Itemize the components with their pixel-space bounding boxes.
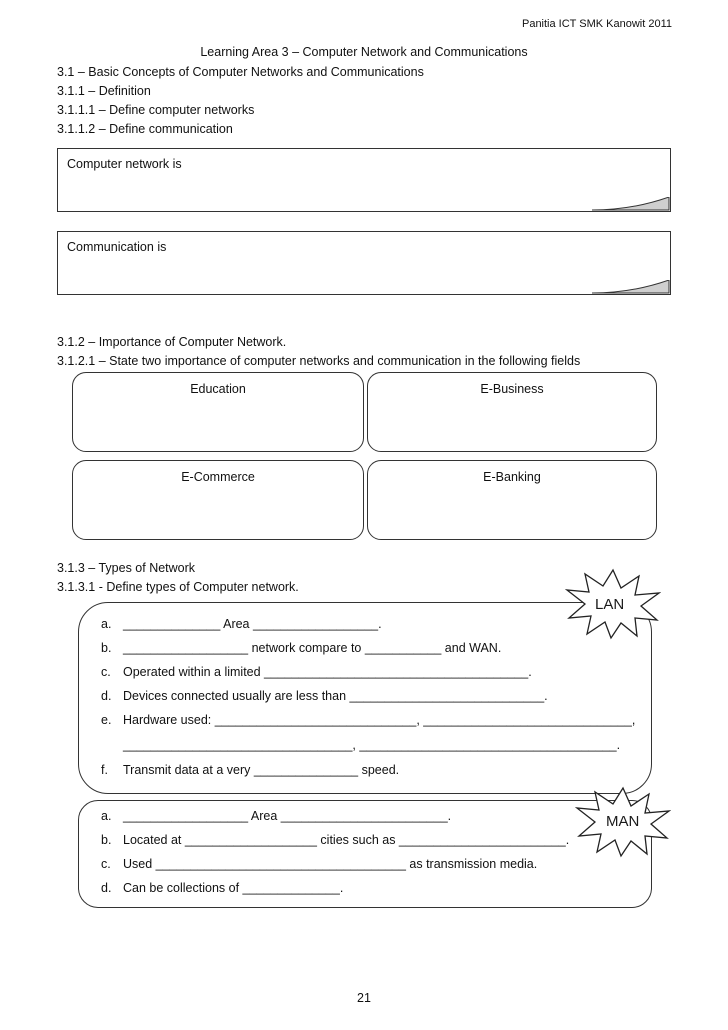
list-item[interactable]: d. Can be collections of ______________. <box>101 881 344 895</box>
heading-3-1-3-1: 3.1.3.1 - Define types of Computer network. <box>57 580 299 594</box>
list-item[interactable]: b. Located at ___________________ cities such as ________________________. <box>101 833 570 847</box>
lan-badge: LAN <box>595 596 625 613</box>
list-item[interactable]: a. __________________ Area ________________________. <box>101 809 452 823</box>
field-box-e-business[interactable] <box>367 372 657 452</box>
heading-3-1-1-2: 3.1.1.2 – Define communication <box>57 122 233 136</box>
field-box-education[interactable] <box>72 372 364 452</box>
man-badge: MAN <box>606 813 640 830</box>
list-item[interactable]: f. Transmit data at a very _______________ speed. <box>101 763 400 777</box>
definition-box-computer-network[interactable] <box>57 148 671 212</box>
list-item[interactable]: a. ______________ Area __________________. <box>101 617 382 631</box>
heading-3-1-1-1: 3.1.1.1 – Define computer networks <box>57 103 255 117</box>
page-curl-decoration <box>592 197 670 211</box>
page-number: 21 <box>357 991 371 1005</box>
list-item[interactable]: c. Used ____________________________________ as transmission media. <box>101 857 538 871</box>
field-label: Education <box>190 382 246 396</box>
page-header: Panitia ICT SMK Kanowit 2011 <box>521 18 672 30</box>
definition-box-label: Computer network is <box>67 157 182 171</box>
heading-3-1-2-1: 3.1.2.1 – State two importance of computer networks and communication in the following fields <box>57 354 581 368</box>
definition-box-communication[interactable] <box>57 231 671 295</box>
page-curl-decoration <box>592 280 670 294</box>
lan-item-list <box>101 616 641 786</box>
man-item-list <box>101 808 641 904</box>
list-item[interactable]: d. Devices connected usually are less than ____________________________. <box>101 689 548 703</box>
page-title: Learning Area 3 – Computer Network and Communications <box>200 45 528 59</box>
field-label: E-Banking <box>483 470 541 484</box>
heading-3-1-3: 3.1.3 – Types of Network <box>57 561 196 575</box>
field-label: E-Commerce <box>181 470 255 484</box>
field-box-e-banking[interactable] <box>367 460 657 540</box>
man-definition-box <box>78 800 652 908</box>
list-item[interactable]: c. Operated within a limited ______________________________________. <box>101 665 532 679</box>
list-item[interactable]: e. Hardware used: _____________________________, ______________________________, <box>101 713 636 727</box>
heading-3-1: 3.1 – Basic Concepts of Computer Networks and Communications <box>57 65 424 79</box>
field-label: E-Business <box>480 382 544 396</box>
list-item[interactable]: b. __________________ network compare to ___________ and WAN. <box>101 641 502 655</box>
list-item[interactable]: _________________________________, _____________________________________. <box>123 738 621 752</box>
definition-box-label: Communication is <box>67 240 167 254</box>
field-box-e-commerce[interactable] <box>72 460 364 540</box>
heading-3-1-2: 3.1.2 – Importance of Computer Network. <box>57 335 287 349</box>
heading-3-1-1: 3.1.1 – Definition <box>57 84 151 98</box>
